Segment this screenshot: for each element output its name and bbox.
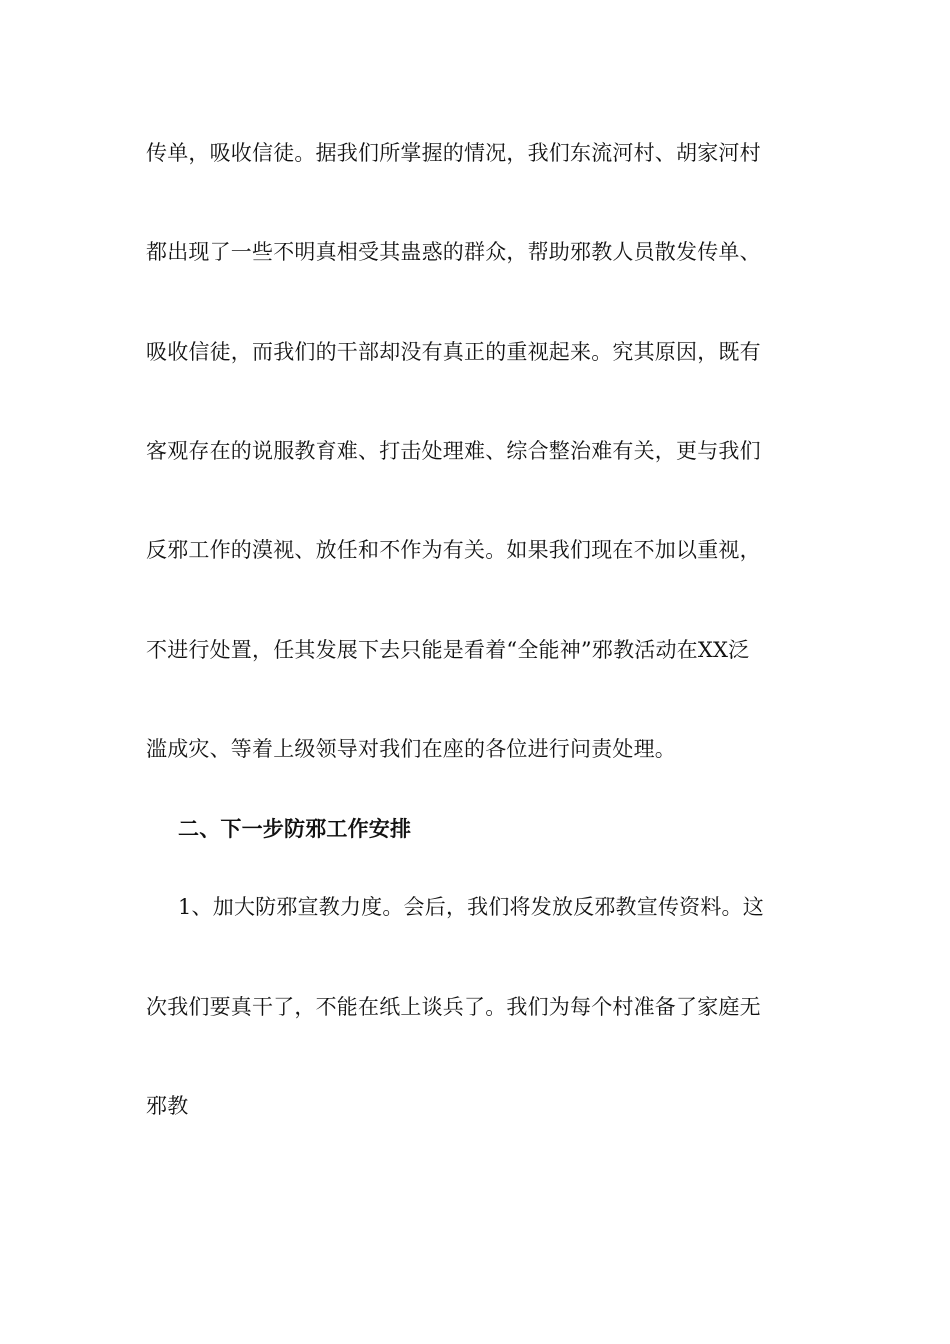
paragraph-line: 不进行处置，任其发展下去只能是看着“全能神”邪教活动在XX泛 bbox=[146, 638, 750, 662]
paragraph-line: 客观存在的说服教育难、打击处理难、综合整治难有关，更与我们 bbox=[146, 439, 761, 463]
paragraph-line: 都出现了一些不明真相受其蛊惑的群众，帮助邪教人员散发传单、 bbox=[146, 240, 761, 264]
paragraph-line: 滥成灾、等着上级领导对我们在座的各位进行问责处理。 bbox=[146, 737, 676, 761]
item-line: 1、加大防邪宣教力度。会后，我们将发放反邪教宣传资料。这 bbox=[178, 895, 764, 919]
item-line: 邪教 bbox=[146, 1094, 189, 1118]
paragraph-line: 吸收信徒，而我们的干部却没有真正的重视起来。究其原因，既有 bbox=[146, 340, 761, 364]
paragraph-line: 传单，吸收信徒。据我们所掌握的情况，我们东流河村、胡家河村 bbox=[146, 141, 761, 165]
paragraph-line: 反邪工作的漠视、放任和不作为有关。如果我们现在不加以重视， bbox=[146, 538, 761, 562]
item-line: 次我们要真干了，不能在纸上谈兵了。我们为每个村准备了家庭无 bbox=[146, 995, 761, 1019]
section-heading: 二、下一步防邪工作安排 bbox=[178, 817, 412, 841]
